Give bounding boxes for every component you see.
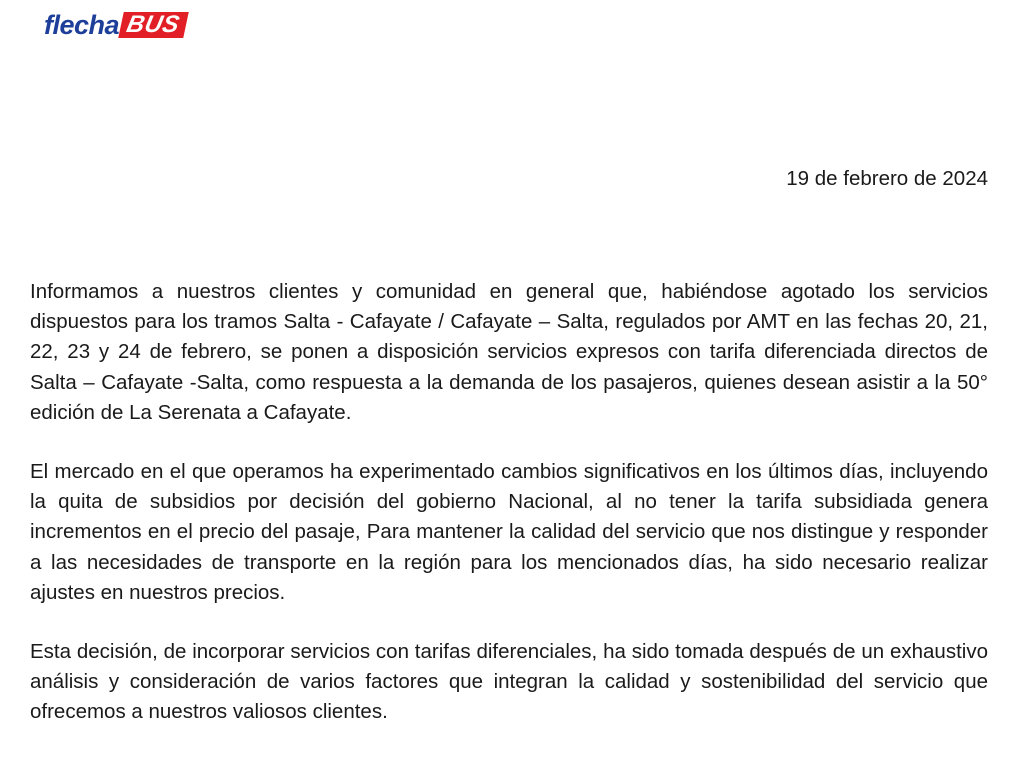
paragraph-1: Informamos a nuestros clientes y comunidad en general que, habiéndose agotado los servicios dispuestos para los tramos Salta - Cafayate / Cafayate – Salta, regulados por AMT en las fechas 20, 21, 22, 23 y 24 de febrero, se ponen a disposición servicios expresos con tarifa diferenciada directos de Salta – Cafayate -Salta, como respuesta a la demanda de los pasajeros, quienes desean asistir a la 50° edición de La Serenata a Cafayate.	[30, 280, 988, 424]
logo-bus-text: BUS	[118, 12, 189, 38]
document-date: 19 de febrero de 2024	[786, 167, 988, 190]
flechabus-logo	[44, 8, 186, 42]
paragraph-2: El mercado en el que operamos ha experimentado cambios significativos en los últimos días, incluyendo la quita de subsidios por decisión del gobierno Nacional, al no tener la tarifa subsidiada genera incrementos en el precio del pasaje, Para mantener la calidad del servicio que nos distingue y responder a las necesidades de transporte en la región para los mencionados días, ha sido necesario realizar ajustes en nuestros precios.	[30, 460, 988, 604]
logo-flecha-text: flecha	[44, 9, 120, 40]
paragraph-3: Esta decisión, de incorporar servicios con tarifas diferenciales, ha sido tomada después de un exhaustivo análisis y consideración de varios factores que integran la calidad y sostenibilidad del servicio que ofrecemos a nuestros valiosos clientes.	[30, 640, 988, 724]
